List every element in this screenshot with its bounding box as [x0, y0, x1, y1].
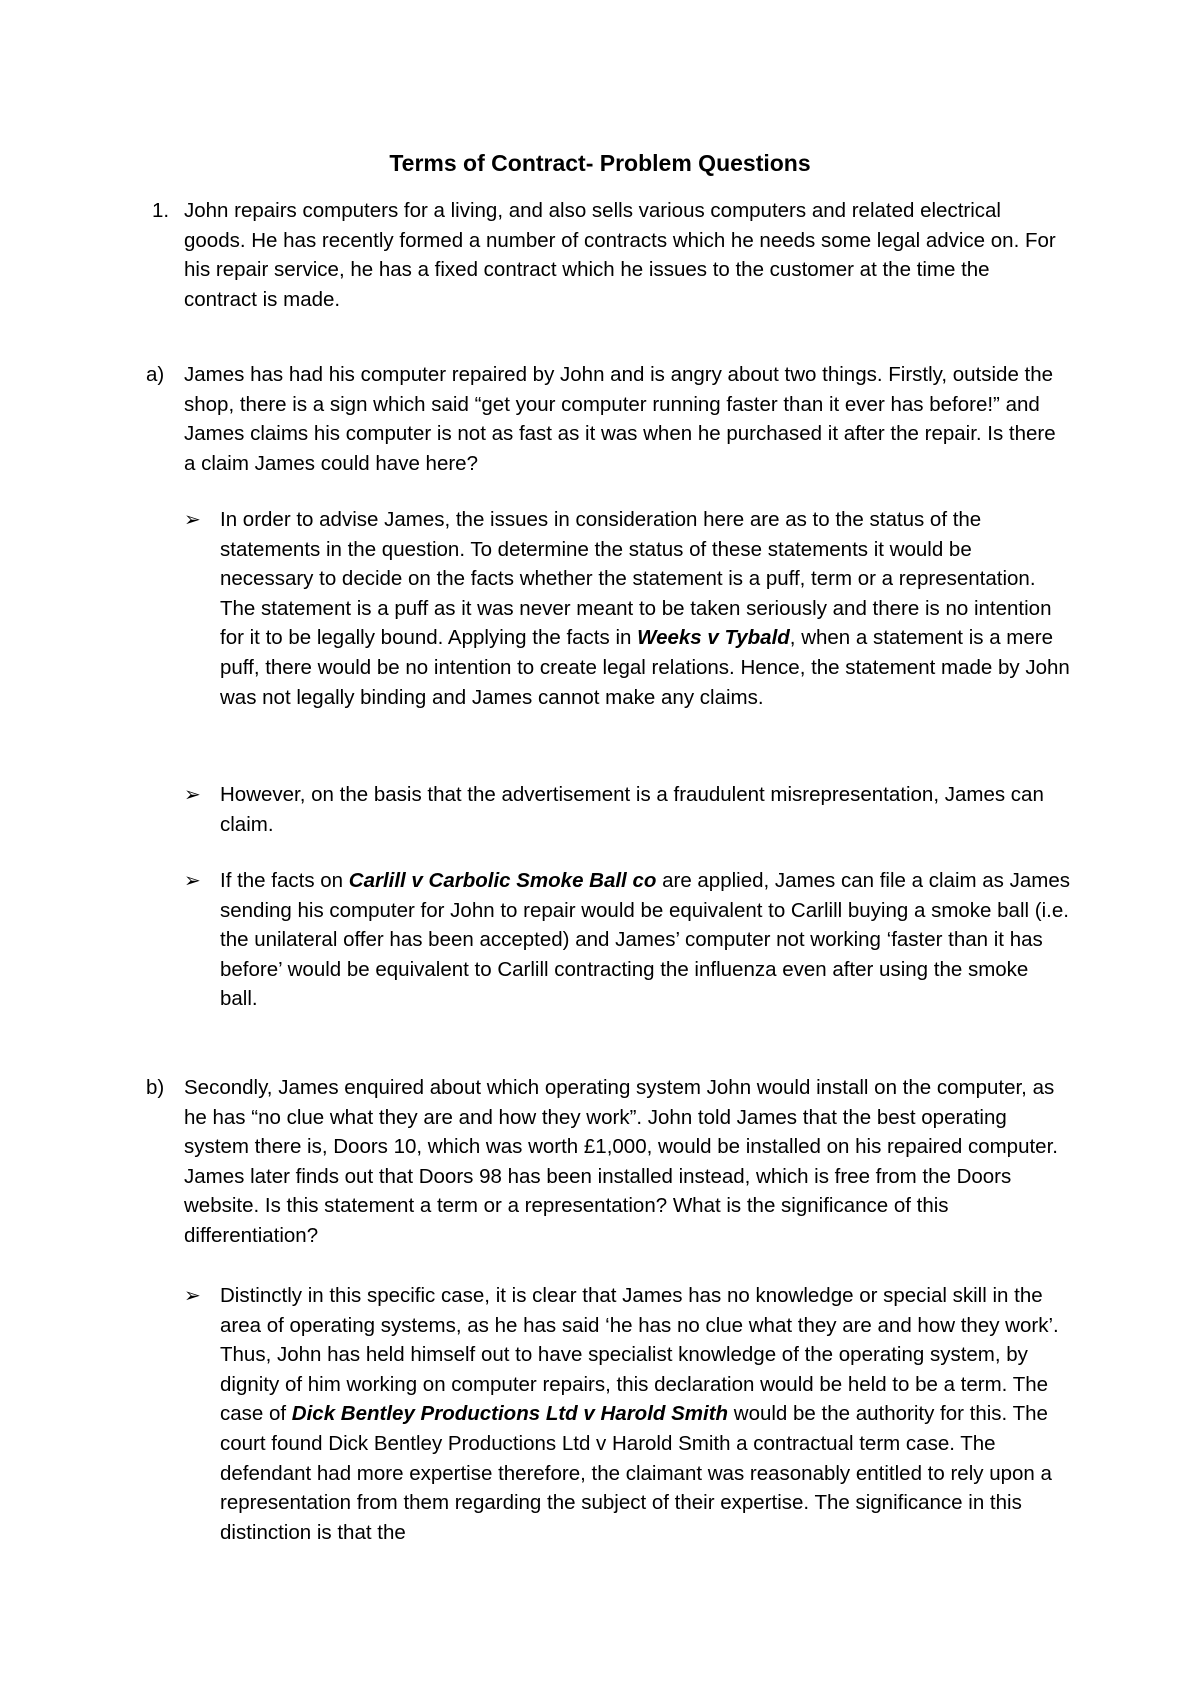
- question-b-marker: b): [146, 1076, 165, 1099]
- answer-text: Distinctly in this specific case, it is clear that James has no knowledge or special skill in the area of operating systems, as he has said ‘he has no clue what they are and how they work’. Thus, John has held himself out to have specialist knowledge of the operating system, by dignity of him working on computer repairs, this declaration would be held to be a term. The case of: [220, 1284, 1059, 1426]
- case-citation: Carlill v Carbolic Smoke Ball co: [348, 869, 657, 892]
- case-citation: Dick Bentley Productions Ltd v Harold Smith: [291, 1402, 729, 1426]
- question-1-number: 1.: [152, 199, 170, 222]
- answer-a-bullet-1: [220, 505, 1070, 712]
- answer-b-bullet-1: [220, 1281, 1070, 1547]
- question-b-text: Secondly, James enquired about which operating system John would install on the computer, as he has “no clue what they are and how they work”. John told James that the best operating system there is, Doors 10, which was worth £1,000, would be installed on his repaired computer. James later finds out that Doors 98 has been installed instead, which is free from the Doors website. Is this statement a term or a representation? What is the significance of this differentiation?: [184, 1076, 1058, 1247]
- document-title: Terms of Contract- Problem Questions: [389, 150, 811, 176]
- arrow-bullet-icon: ➢: [184, 507, 201, 531]
- answer-text: However, on the basis that the advertisement is a fraudulent misrepresentation, James can claim.: [220, 783, 1044, 836]
- answer-a-bullet-3: [220, 866, 1070, 1014]
- answer-text: In order to advise James, the issues in consideration here are as to the status of the statements in the question. To determine the status of these statements it would be necessary to decide on the facts whether the statement is a puff, term or a representation. The statement is a puff as it was never meant to be taken seriously and there is no intention for it to be legally bound. Applying the facts in: [220, 508, 1052, 650]
- answer-text: are applied, James can file a claim as James sending his computer for John to repair would be equivalent to Carlill buying a smoke ball (i.e. the unilateral offer has been accepted) and James’ computer not working ‘faster than it has before’ would be equivalent to Carlill contracting the influenza even after using the smoke ball.: [220, 869, 1070, 1011]
- case-citation: Weeks v Tybald: [637, 626, 790, 650]
- answer-a-bullet-2: [220, 780, 1070, 839]
- question-a-text: James has had his computer repaired by John and is angry about two things. Firstly, outside the shop, there is a sign which said “get your computer running faster than it ever has before!” and James claims his computer is not as fast as it was when he purchased it after the repair. Is there a claim James could have here?: [184, 363, 1056, 475]
- arrow-bullet-icon: ➢: [184, 868, 201, 892]
- question-a-marker: a): [146, 363, 165, 386]
- answer-text: If the facts on: [220, 869, 349, 892]
- answer-text: would be the authority for this. The court found Dick Bentley Productions Ltd v Harold Smith a contractual term case. The defendant had more expertise therefore, the claimant was reasonably entitled to rely upon a representation from them regarding the subject of their expertise. The significance in this distinction is that the: [220, 1402, 1052, 1544]
- arrow-bullet-icon: ➢: [184, 1283, 201, 1307]
- question-1-text: John repairs computers for a living, and also sells various computers and related electrical goods. He has recently formed a number of contracts which he needs some legal advice on. For his repair service, he has a fixed contract which he issues to the customer at the time the contract is made.: [184, 199, 1056, 311]
- arrow-bullet-icon: ➢: [184, 782, 201, 806]
- answer-text: , when a statement is a mere puff, there would be no intention to create legal relations. Hence, the statement made by John was not legally binding and James cannot make any claims.: [220, 626, 1070, 709]
